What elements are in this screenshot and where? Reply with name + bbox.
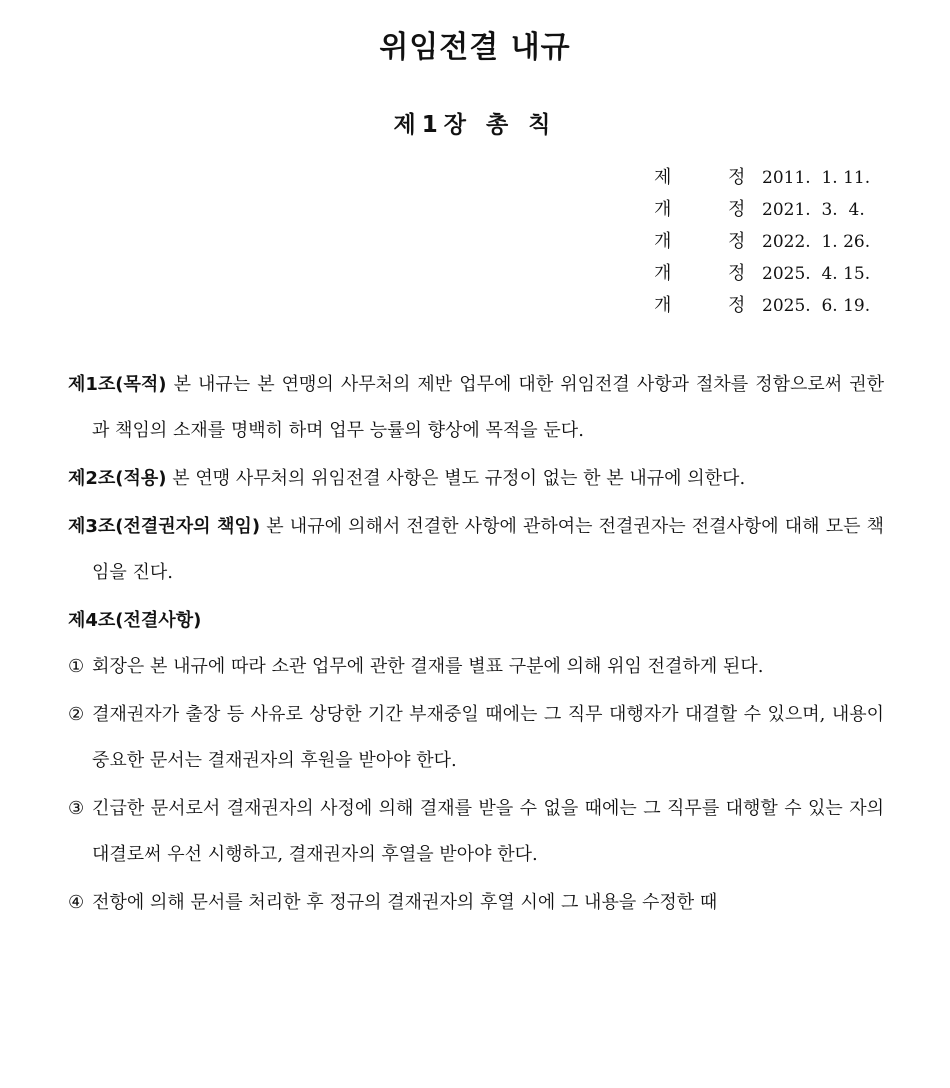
item-number: ④ <box>68 892 85 913</box>
revision-kind-1: 개 <box>654 231 672 252</box>
chapter-title: 제1장 총 칙 <box>393 112 557 138</box>
revision-row <box>648 194 888 226</box>
revision-date: 2025. 6. 19. <box>762 296 871 316</box>
revision-kind-2: 정 <box>728 295 746 316</box>
article-2-text: 본 연맹 사무처의 위임전결 사항은 별도 규정이 없는 한 본 내규에 의한다. <box>166 468 746 489</box>
revision-kind-2: 정 <box>728 231 746 252</box>
revision-kind-1: 개 <box>654 263 672 284</box>
article-4-heading: 제4조(전결사항) <box>68 610 202 631</box>
article-4 <box>68 598 884 644</box>
item-text: 회장은 본 내규에 따라 소관 업무에 관한 결재를 별표 구분에 의해 위임 전결하게 된다. <box>92 656 764 677</box>
article-2 <box>68 456 884 502</box>
revision-kind-2: 정 <box>728 263 746 284</box>
article-4-item <box>68 692 884 784</box>
revision-date: 2025. 4. 15. <box>762 264 871 284</box>
article-1-text: 본 내규는 본 연맹의 사무처의 제반 업무에 대한 위임전결 사항과 절차를 정함으로써 권한과 책임의 소재를 명백히 하며 업무 능률의 향상에 목적을 둔다. <box>92 374 884 441</box>
item-text: 긴급한 문서로서 결재권자의 사정에 의해 결재를 받을 수 없을 때에는 그 직무를 대행할 수 있는 자의 대결로써 우선 시행하고, 결재권자의 후열을 받아야 한다. <box>92 798 884 865</box>
article-1-heading: 제1조(목적) <box>68 374 167 395</box>
article-4-item <box>68 880 884 926</box>
article-1 <box>68 362 884 454</box>
article-2-heading: 제2조(적용) <box>68 468 167 489</box>
article-4-item <box>68 786 884 878</box>
item-text: 전항에 의해 문서를 처리한 후 정규의 결재권자의 후열 시에 그 내용을 수정한 때 <box>92 892 718 913</box>
revision-history <box>648 162 888 322</box>
revision-kind-2: 정 <box>728 167 746 188</box>
revision-row <box>648 258 888 290</box>
revision-kind-1: 제 <box>654 167 672 188</box>
article-3 <box>68 504 884 596</box>
revision-kind-2: 정 <box>728 199 746 220</box>
item-number: ② <box>68 704 85 725</box>
revision-row <box>648 226 888 258</box>
revision-kind-1: 개 <box>654 199 672 220</box>
article-3-text: 본 내규에 의해서 전결한 사항에 관하여는 전결권자는 전결사항에 대해 모든 책임을 진다. <box>92 516 884 583</box>
item-text: 결재권자가 출장 등 사유로 상당한 기간 부재중일 때에는 그 직무 대행자가 대결할 수 있으며, 내용이 중요한 문서는 결재권자의 후원을 받아야 한다. <box>92 704 884 771</box>
item-number: ① <box>68 656 85 677</box>
document-body <box>68 362 884 928</box>
article-4-item <box>68 644 884 690</box>
revision-row <box>648 290 888 322</box>
revision-kind-1: 개 <box>654 295 672 316</box>
revision-row <box>648 162 888 194</box>
revision-date: 2022. 1. 26. <box>762 232 871 252</box>
article-3-heading: 제3조(전결권자의 책임) <box>68 516 261 537</box>
revision-date: 2021. 3. 4. <box>762 200 865 220</box>
document-title: 위임전결 내규 <box>379 30 571 65</box>
revision-date: 2011. 1. 11. <box>762 168 871 188</box>
item-number: ③ <box>68 798 85 819</box>
